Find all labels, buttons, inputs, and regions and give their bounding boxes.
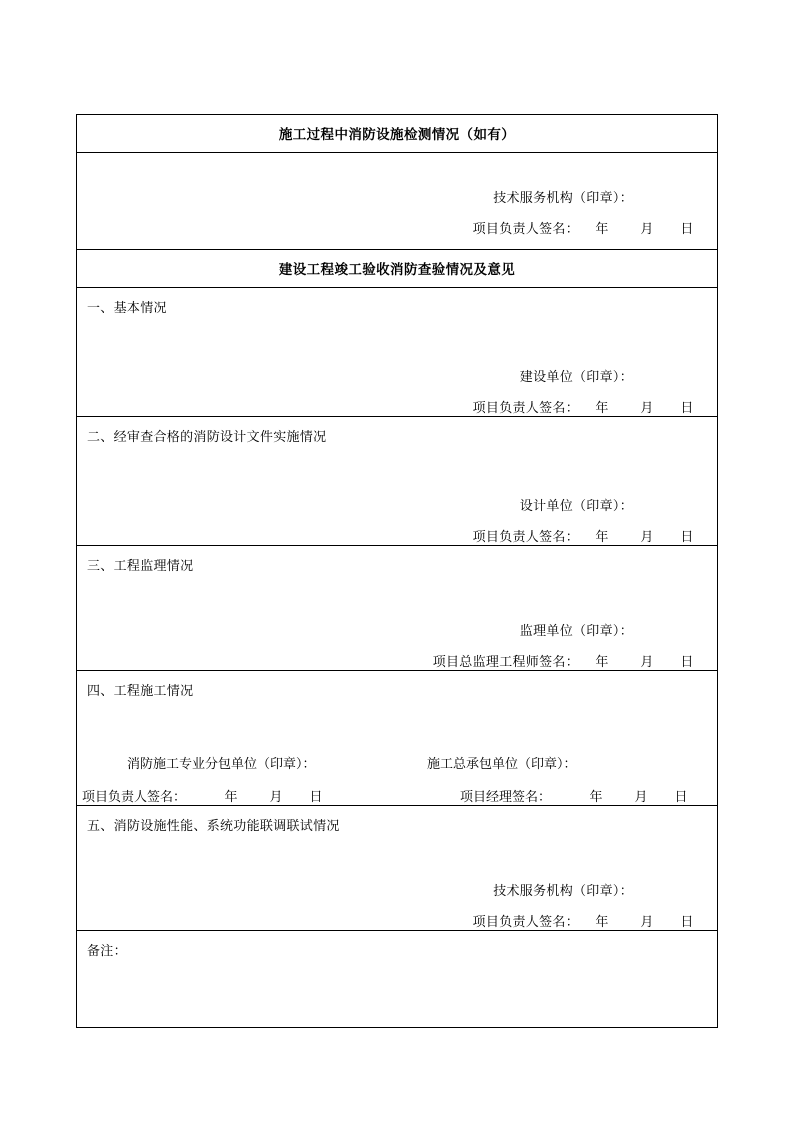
- date-year-label: 年: [595, 221, 609, 236]
- signer-label-supervision: 项目总监理工程师签名：: [432, 654, 579, 669]
- signature-row-design: [77, 526, 717, 545]
- org-seal-label-performance: 技术服务机构（印章）：: [493, 883, 633, 898]
- section-header-acceptance-opinion: [77, 250, 718, 288]
- org-seal-label-sub-contractor: 消防施工专业分包单位（印章）：: [127, 756, 316, 771]
- section-lead-construction: 四、工程施工情况: [87, 683, 194, 698]
- date-day-label: 日: [680, 654, 694, 669]
- section-lead-supervision: 三、工程监理情况: [87, 558, 194, 573]
- table-row: [77, 806, 718, 931]
- signature-row-performance: [77, 911, 717, 930]
- construction-org-row: [77, 753, 717, 772]
- section-body-basic-situation[interactable]: [77, 288, 718, 417]
- date-month-label: 月: [640, 221, 654, 236]
- signer-label-project-manager: 项目经理签名：: [460, 789, 552, 804]
- signer-label-basic: 项目负责人签名：: [472, 400, 579, 415]
- section-lead-performance-test: 五、消防设施性能、系统功能联调联试情况: [87, 818, 340, 833]
- table-row: [77, 153, 718, 250]
- table-row: [77, 250, 718, 288]
- date-year-label: 年: [595, 914, 609, 929]
- date-year-label: 年: [589, 789, 603, 804]
- signer-label-design: 项目负责人签名：: [472, 529, 579, 544]
- table-row: [77, 115, 718, 153]
- section-body-supervision[interactable]: [77, 546, 718, 671]
- date-year-label: 年: [224, 789, 238, 804]
- date-month-label: 月: [640, 400, 654, 415]
- date-day-label: 日: [674, 789, 688, 804]
- date-month-label: 月: [640, 654, 654, 669]
- org-seal-label-detection: 技术服务机构（印章）：: [493, 190, 633, 205]
- section-body-construction[interactable]: [77, 671, 718, 806]
- date-year-label: 年: [595, 400, 609, 415]
- table-row: [77, 671, 718, 806]
- date-day-label: 日: [680, 221, 694, 236]
- section-lead-design-implementation: 二、经审查合格的消防设计文件实施情况: [87, 429, 327, 444]
- org-seal-label-supervision: 监理单位（印章）：: [519, 623, 633, 638]
- section-body-remarks[interactable]: [77, 931, 718, 1028]
- fire-acceptance-form-table: [76, 114, 718, 1028]
- date-year-label: 年: [595, 654, 609, 669]
- signer-label-performance: 项目负责人签名：: [472, 914, 579, 929]
- table-row: [77, 417, 718, 546]
- signer-label-sub-contractor: 项目负责人签名：: [82, 789, 187, 804]
- section-title-text: 建设工程竣工验收消防查验情况及意见: [278, 262, 516, 277]
- section-body-construction-detection[interactable]: [77, 153, 718, 250]
- table-row: [77, 546, 718, 671]
- date-day-label: 日: [680, 400, 694, 415]
- section-header-construction-detection: [77, 115, 718, 153]
- org-seal-label-general-contractor: 施工总承包单位（印章）：: [427, 756, 577, 771]
- signature-row-supervision: [77, 651, 717, 670]
- section-title-text: 施工过程中消防设施检测情况（如有）: [278, 127, 516, 142]
- section-body-performance-test[interactable]: [77, 806, 718, 931]
- section-lead-remarks: 备注：: [87, 943, 127, 958]
- date-day-label: 日: [680, 529, 694, 544]
- date-day-label: 日: [680, 914, 694, 929]
- table-row: [77, 931, 718, 1028]
- table-row: [77, 288, 718, 417]
- signature-row-basic: [77, 397, 717, 416]
- construction-signature-row: [77, 786, 717, 805]
- date-month-label: 月: [640, 529, 654, 544]
- section-body-design-implementation[interactable]: [77, 417, 718, 546]
- date-month-label: 月: [269, 789, 283, 804]
- org-seal-label-basic: 建设单位（印章）：: [519, 369, 633, 384]
- date-month-label: 月: [640, 914, 654, 929]
- signer-label-detection: 项目负责人签名：: [472, 221, 579, 236]
- date-year-label: 年: [595, 529, 609, 544]
- date-day-label: 日: [309, 789, 323, 804]
- signature-row-detection: [77, 218, 717, 237]
- org-seal-label-design: 设计单位（印章）：: [519, 498, 633, 513]
- date-month-label: 月: [634, 789, 648, 804]
- section-lead-basic-situation: 一、基本情况: [87, 300, 167, 315]
